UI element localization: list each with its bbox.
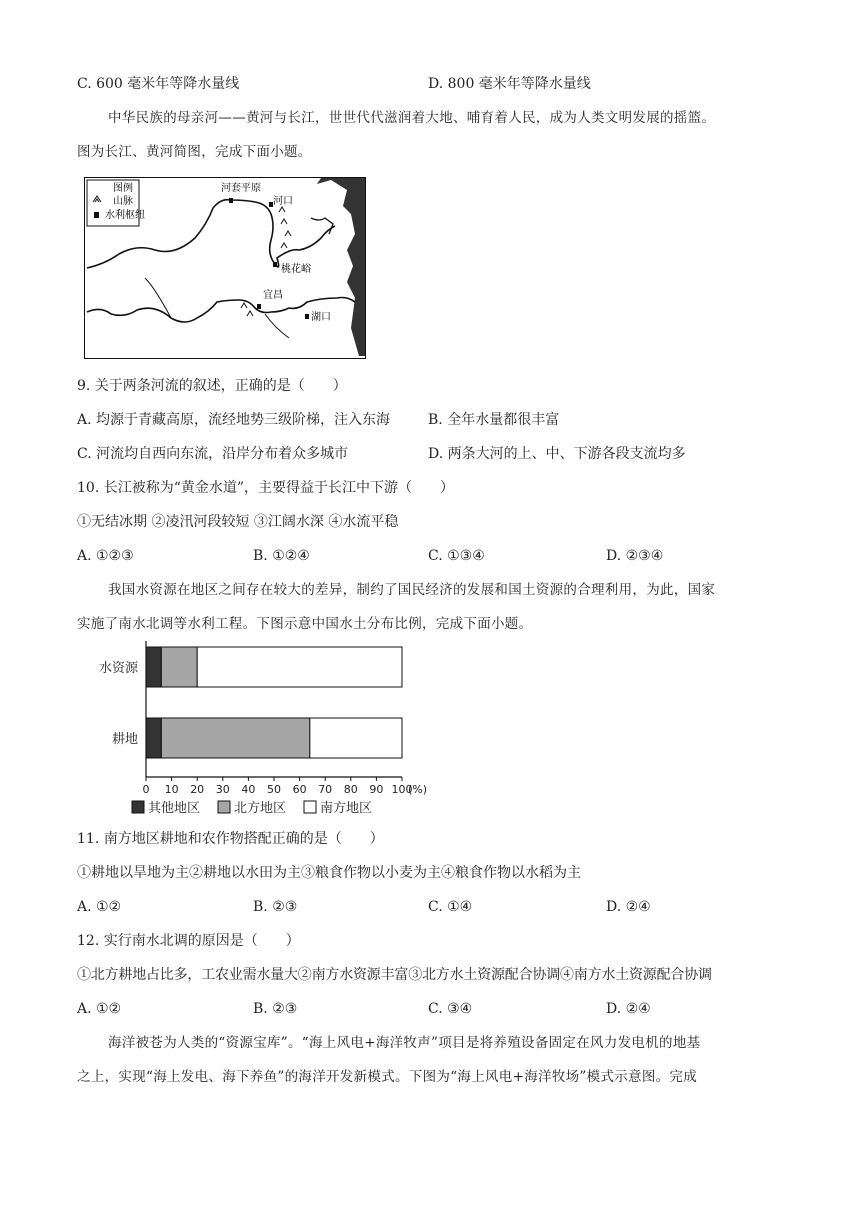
legend-label: 其他地区	[148, 801, 201, 816]
passage-1-line-1: 中华民族的母亲河——黄河与长江，世世代代滋润着大地、哺育着人民，成为人类文明发展的摇篮。	[108, 110, 716, 126]
coastline	[311, 218, 333, 234]
x-tick-label: 30	[215, 783, 230, 796]
passage-3-line-1: 海洋被苍为人类的“资源宝库”。“海上风电+海洋牧声”项目是将养殖设备固定在风力发电机的地基	[108, 1035, 701, 1051]
x-unit-label: (%)	[408, 783, 428, 796]
x-tick-label: 10	[164, 783, 179, 796]
q11-option-d[interactable]: D. ②④	[606, 899, 651, 915]
x-tick-label: 0	[142, 783, 150, 796]
bar-segment	[197, 647, 402, 687]
q10-option-a[interactable]: A. ①②③	[77, 548, 134, 564]
label-yichang: 宜昌	[263, 290, 283, 301]
legend-label: 北方地区	[234, 801, 287, 816]
x-tick-label: 80	[343, 783, 358, 796]
q12-option-d[interactable]: D. ②④	[606, 1001, 651, 1017]
water-land-chart	[76, 637, 446, 827]
label-hetao: 河套平原	[221, 183, 261, 194]
legend-swatch	[304, 801, 316, 813]
legend-dam-label: 水利枢纽	[105, 210, 145, 221]
taohuayu-marker	[273, 262, 277, 267]
x-tick-label: 60	[292, 783, 307, 796]
q11-option-a[interactable]: A. ①②	[77, 899, 122, 915]
legend-title: 图例	[113, 183, 133, 194]
river-map-drawing	[85, 178, 365, 358]
q8-option-c[interactable]: C. 600 毫米年等降水量线	[77, 76, 240, 92]
passage-2-line-1: 我国水资源在地区之间存在较大的差异，制约了国民经济的发展和国土资源的合理利用，为此，国家	[108, 582, 716, 598]
category-label: 水资源	[98, 661, 138, 676]
sea-area	[317, 178, 365, 356]
dam-legend-icon	[94, 212, 99, 218]
q12-option-c[interactable]: C. ③④	[428, 1001, 473, 1017]
q10-option-c[interactable]: C. ①③④	[428, 548, 485, 564]
bar-segment	[161, 647, 197, 687]
passage-2-line-2: 实施了南水北调等水利工程。下图示意中国水土分布比例，完成下面小题。	[77, 616, 533, 632]
q9-stem: 9. 关于两条河流的叙述，正确的是（ ）	[77, 378, 347, 394]
q8-option-d[interactable]: D. 800 毫米年等降水量线	[428, 76, 591, 92]
q9-option-b[interactable]: B. 全年水量都很丰富	[428, 412, 560, 428]
q10-option-d[interactable]: D. ②③④	[606, 548, 664, 564]
x-tick-label: 50	[267, 783, 281, 796]
legend-swatch	[132, 801, 144, 813]
legend-mountain-label: 山脉	[113, 196, 133, 207]
q12-items: ①北方耕地占比多，工农业需水量大②南方水资源丰富③北方水土资源配合协调④南方水土资源配合协调	[77, 967, 712, 983]
category-label: 耕地	[111, 732, 138, 747]
river-map	[84, 177, 366, 359]
label-hekou: 河口	[273, 196, 293, 207]
x-tick-label: 70	[318, 783, 333, 796]
hukou-marker	[305, 314, 309, 319]
legend-swatch	[218, 801, 230, 813]
label-hukou: 湖口	[311, 312, 331, 323]
bar-segment	[310, 718, 402, 758]
tributary-2	[265, 314, 289, 338]
q10-items: ①无结冰期 ②凌汛河段较短 ③江阔水深 ④水流平稳	[77, 514, 399, 530]
q11-items: ①耕地以旱地为主②耕地以水田为主③粮食作物以小麦为主④粮食作物以水稻为主	[77, 865, 581, 881]
q9-option-a[interactable]: A. 均源于青藏高原，流经地势三级阶梯，注入东海	[77, 412, 391, 428]
tributary-1	[145, 278, 171, 318]
x-tick-label: 20	[190, 783, 205, 796]
q11-option-b[interactable]: B. ②③	[253, 899, 298, 915]
bar-segment	[161, 718, 309, 758]
label-taohuayu: 桃花峪	[281, 264, 311, 275]
q12-option-b[interactable]: B. ②③	[253, 1001, 298, 1017]
passage-3-line-2: 之上，实现“海上发电、海下养鱼”的海洋开发新模式。下图为“海上风电+海洋牧场”模式示意图。完成	[77, 1069, 698, 1085]
q12-option-a[interactable]: A. ①②	[77, 1001, 122, 1017]
bar-segment	[146, 647, 161, 687]
x-tick-label: 40	[241, 783, 256, 796]
legend-label: 南方地区	[320, 801, 373, 816]
hetao-marker	[229, 198, 233, 203]
q10-stem: 10. 长江被称为“黄金水道”，主要得益于长江中下游（ ）	[77, 480, 455, 496]
yichang-dam-icon	[257, 304, 261, 309]
q9-option-d[interactable]: D. 两条大河的上、中、下游各段支流均多	[428, 446, 686, 462]
q12-stem: 12. 实行南水北调的原因是（ ）	[77, 933, 300, 949]
water-land-chart-svg	[76, 637, 446, 827]
q9-option-c[interactable]: C. 河流均自西向东流，沿岸分布着众多城市	[77, 446, 349, 462]
bar-segment	[146, 718, 161, 758]
x-tick-label: 90	[369, 783, 384, 796]
x-tick-label: 100	[391, 783, 413, 796]
passage-1-line-2: 图为长江、黄河简图，完成下面小题。	[77, 144, 312, 160]
q10-option-b[interactable]: B. ①②④	[253, 548, 310, 564]
q11-stem: 11. 南方地区耕地和农作物搭配正确的是（ ）	[77, 831, 384, 847]
q11-option-c[interactable]: C. ①④	[428, 899, 473, 915]
